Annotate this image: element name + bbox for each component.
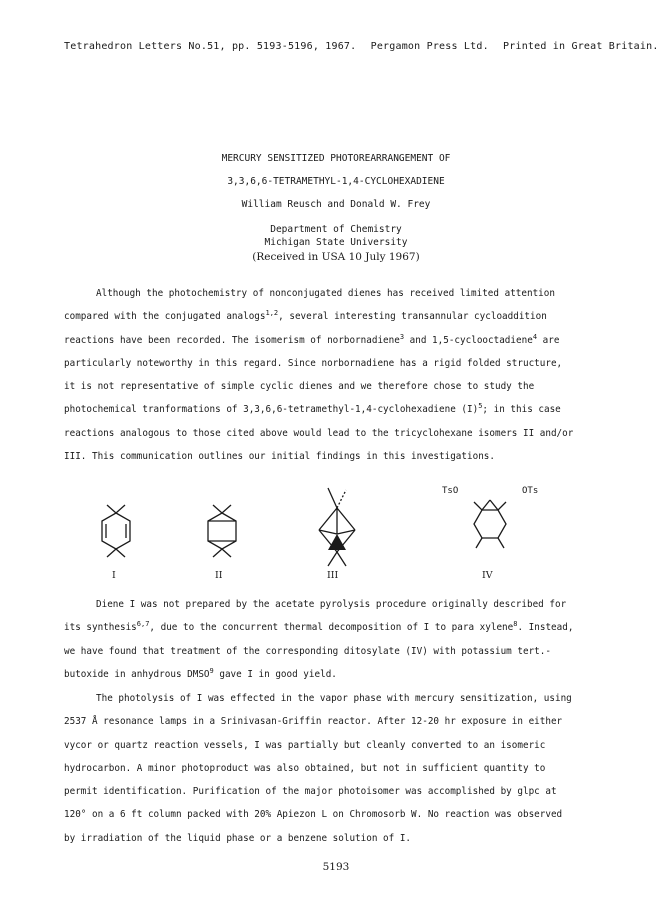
structure-I xyxy=(102,505,130,557)
paragraph-2 xyxy=(64,593,612,686)
p1-line: reactions have been recorded. The isomerism of norbornadiene$^3$ and 1,5-cyclooctadiene$^4$ are xyxy=(64,332,560,346)
page-number: 5193 xyxy=(322,861,350,873)
reference-superscript: 1,2 xyxy=(265,309,279,318)
reference-superscript: 6,7 xyxy=(136,620,150,629)
department: Department of Chemistry xyxy=(270,224,402,235)
running-header xyxy=(64,41,659,52)
p3-line: permit identification. Purification of the major photoisomer was accomplished by glpc at xyxy=(64,786,557,798)
university: Michigan State University xyxy=(264,237,408,248)
structure-figures xyxy=(64,478,612,588)
label-III: III xyxy=(327,570,339,581)
paper-title-line-1: MERCURY SENSITIZED PHOTOREARRANGEMENT OF xyxy=(221,153,451,164)
reference-superscript: 4 xyxy=(532,332,538,341)
structure-III xyxy=(319,488,355,566)
p2-line: butoxide in anhydrous DMSO$^9$ gave I in good yield. xyxy=(64,666,337,680)
ots-label: OTs xyxy=(522,486,539,496)
p2-line: its synthesis$^{6,7}$, due to the concurrent thermal decomposition of I to para xylene$^8$. Instead, xyxy=(64,620,574,634)
structure-II xyxy=(208,505,236,557)
p3-line: vycor or quartz reaction vessels, I was partially but cleanly converted to an isomeric xyxy=(64,739,546,751)
p1-line: it is not representative of simple cyclic dienes and we therefore chose to study the xyxy=(64,381,535,393)
p1-line: particularly noteworthy in this regard. Since norbornadiene has a rigid folded structure, xyxy=(64,357,563,369)
p2-line: Diene I was not prepared by the acetate pyrolysis procedure originally described for xyxy=(96,599,567,610)
tso-label: TsO xyxy=(442,486,459,496)
p3-line: The photolysis of I was effected in the vapor phase with mercury sensitization, using xyxy=(96,693,572,704)
journal-citation: Tetrahedron Letters No.51, pp. 5193-5196, 1967. xyxy=(64,41,357,52)
reference-superscript: 5 xyxy=(478,402,483,411)
paragraph-1 xyxy=(64,282,612,468)
printed-location: Printed in Great Britain. xyxy=(503,41,659,52)
p3-line: hydrocarbon. A minor photoproduct was also obtained, but not in sufficient quantity to xyxy=(64,762,546,774)
received-date: (Received in USA 10 July 1967) xyxy=(252,251,420,263)
p1-line: photochemical tranformations of 3,3,6,6-tetramethyl-1,4-cyclohexadiene $(I)^5$; in this case xyxy=(64,402,561,416)
label-I: I xyxy=(112,570,116,581)
paper-title-line-2: 3,3,6,6-TETRAMETHYL-1,4-CYCLOHEXADIENE xyxy=(227,176,445,187)
p2-line: we have found that treatment of the corresponding ditosylate (IV) with potassium tert.- xyxy=(64,645,551,657)
reference-superscript: 8 xyxy=(513,620,518,629)
p1-line: compared with the conjugated analogs$^{1,2}$, several interesting transannular cycloaddition xyxy=(64,309,547,323)
label-II: II xyxy=(215,570,223,581)
title-block xyxy=(0,152,672,264)
p3-line: by irradiation of the liquid phase or a benzene solution of I. xyxy=(64,832,412,844)
publisher: Pergamon Press Ltd. xyxy=(370,41,489,52)
label-IV: IV xyxy=(482,570,493,581)
p1-line: reactions analogous to those cited above would lead to the tricyclohexane isomers II and/or xyxy=(64,427,574,439)
p1-line: III. This communication outlines our initial findings in this investigations. xyxy=(64,451,495,463)
p1-line: Although the photochemistry of nonconjugated dienes has received limited attention xyxy=(96,288,555,299)
reference-superscript: 9 xyxy=(209,666,214,675)
authors: William Reusch and Donald W. Frey xyxy=(241,199,431,210)
paragraph-3 xyxy=(64,687,612,850)
p3-line: 120° on a 6 ft column packed with 20% Apiezon L on Chromosorb W. No reaction was observed xyxy=(64,809,563,821)
p3-line: 2537 Å resonance lamps in a Srinivasan-Griffin reactor. After 12-20 hr exposure in either xyxy=(64,716,563,728)
structure-IV xyxy=(474,500,506,548)
reference-superscript: 3 xyxy=(399,332,405,341)
